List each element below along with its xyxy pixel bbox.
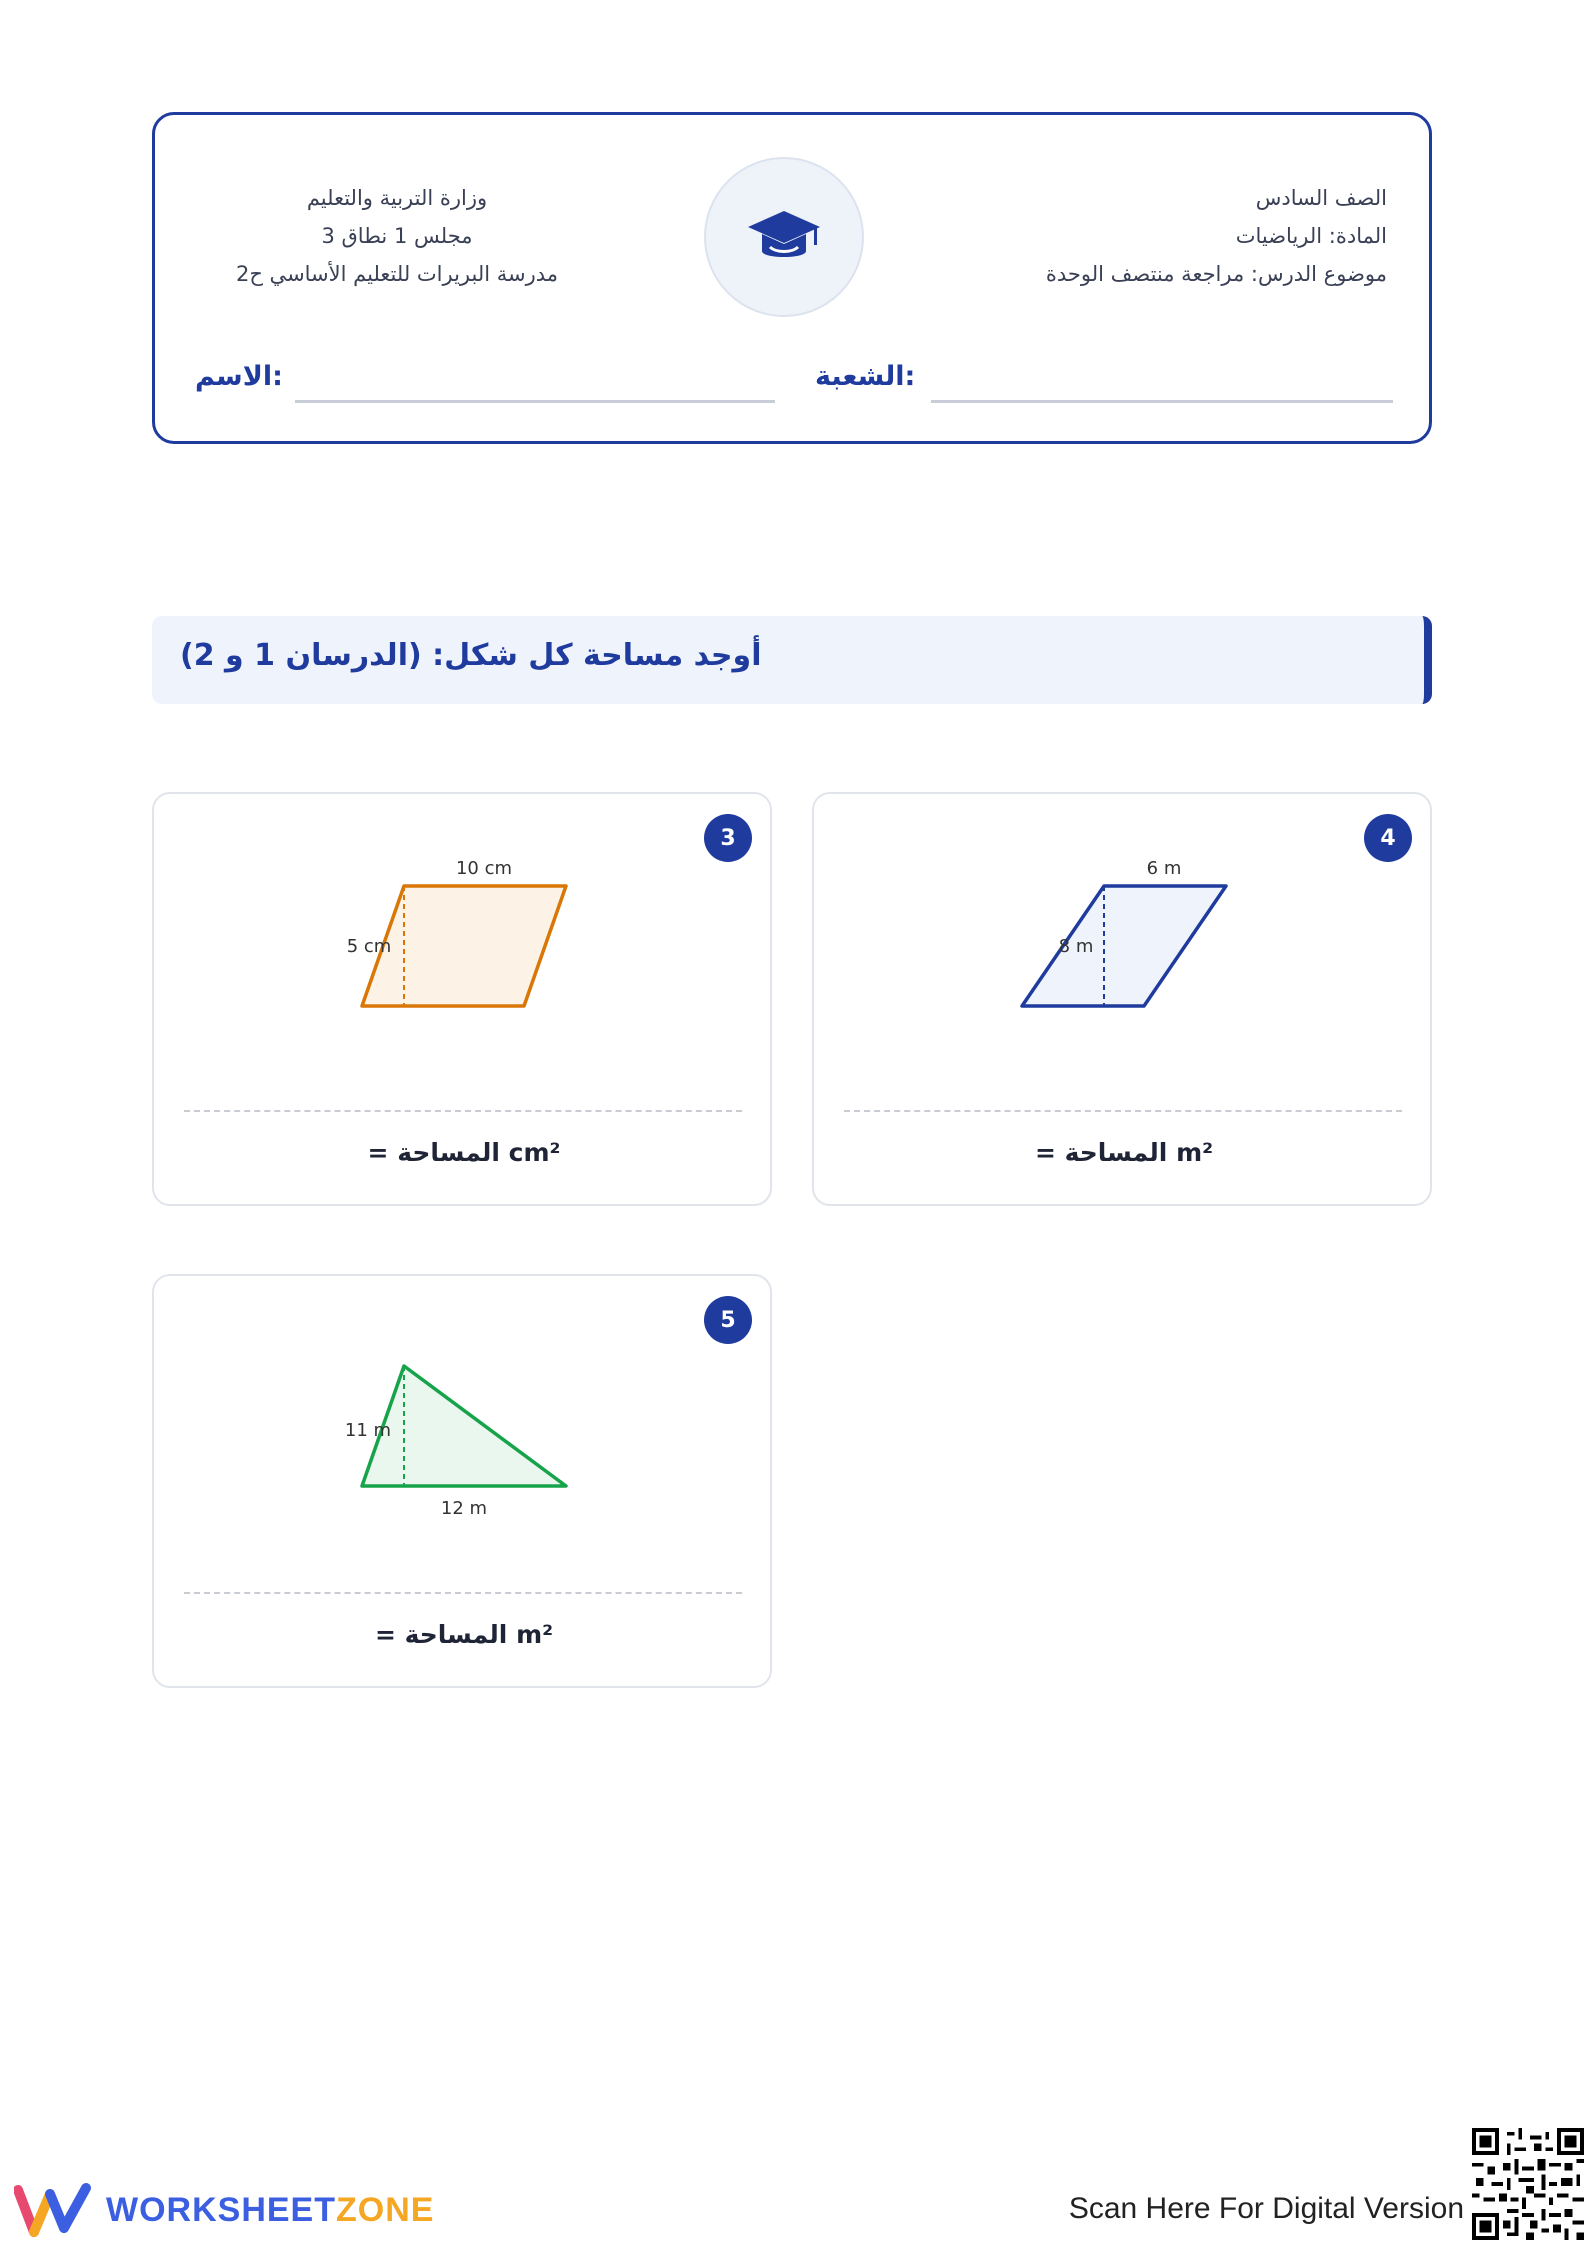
answer-word: المساحة	[404, 1620, 508, 1649]
answer-eq: =	[367, 1138, 389, 1167]
answer-word: المساحة	[397, 1138, 500, 1167]
answer-divider	[184, 1110, 742, 1112]
answer-divider	[184, 1592, 742, 1594]
answer-line[interactable]	[154, 1620, 774, 1649]
parallelogram-shape	[1022, 886, 1226, 1006]
base-label: 12 m	[440, 1498, 488, 1519]
height-label: 11 m	[344, 1420, 392, 1441]
answer-line[interactable]	[814, 1138, 1434, 1167]
brand-part1: WORKSHEET	[106, 2190, 336, 2229]
answer-word: المساحة	[1064, 1138, 1168, 1167]
height-label: 5 cm	[346, 936, 392, 957]
scan-text: Scan Here For Digital Version	[1068, 2192, 1464, 2225]
answer-unit: m²	[516, 1620, 554, 1649]
answer-eq: =	[374, 1620, 396, 1649]
council-text: مجلس 1 نطاق 3	[321, 224, 473, 248]
answer-unit: cm²	[508, 1138, 561, 1167]
answer-divider	[844, 1110, 1402, 1112]
parallelogram-shape	[362, 886, 566, 1006]
logo-circle	[704, 157, 864, 317]
problem-card-5	[152, 1274, 772, 1688]
brand-name	[106, 2191, 434, 2230]
worksheetzone-brand[interactable]	[14, 2180, 434, 2240]
section-field-line[interactable]	[931, 400, 1393, 403]
base-label: 10 cm	[455, 858, 513, 879]
answer-eq: =	[1034, 1138, 1056, 1167]
name-field-line[interactable]	[295, 400, 775, 403]
problem-number-badge: 3	[704, 814, 752, 862]
grade-text: الصف السادس	[1255, 186, 1387, 210]
qr-code-icon[interactable]	[1472, 2128, 1584, 2240]
ministry-text: وزارة التربية والتعليم	[306, 186, 488, 210]
section-title: أوجد مساحة كل شكل: (الدرسان 1 و 2)	[180, 638, 762, 673]
parallelogram-figure	[154, 794, 774, 1094]
answer-unit: m²	[1176, 1138, 1214, 1167]
triangle-figure	[154, 1276, 774, 1576]
class-info	[867, 179, 1387, 293]
problem-number-badge: 5	[704, 1296, 752, 1344]
problem-card-3	[152, 792, 772, 1206]
triangle-shape	[362, 1366, 566, 1486]
header-box	[152, 112, 1432, 444]
subject-text: المادة: الرياضيات	[1235, 224, 1387, 248]
answer-line[interactable]	[154, 1138, 774, 1167]
worksheetzone-logo-icon	[14, 2182, 92, 2238]
school-name-text: مدرسة البريرات للتعليم الأساسي ح2	[235, 262, 559, 286]
section-field-label: :الشعبة	[815, 361, 916, 392]
brand-part2: ZONE	[336, 2190, 435, 2229]
lesson-topic-text: موضوع الدرس: مراجعة منتصف الوحدة	[1045, 262, 1387, 286]
section-title-bar	[152, 616, 1432, 704]
problem-number-badge: 4	[1364, 814, 1412, 862]
problem-card-4	[812, 792, 1432, 1206]
base-label: 6 m	[1146, 858, 1182, 879]
height-label: 8 m	[1058, 936, 1094, 957]
graduation-cap-icon	[746, 207, 822, 267]
parallelogram-figure	[814, 794, 1434, 1094]
name-field-label: :الاسم	[195, 361, 283, 392]
school-info	[197, 179, 597, 293]
